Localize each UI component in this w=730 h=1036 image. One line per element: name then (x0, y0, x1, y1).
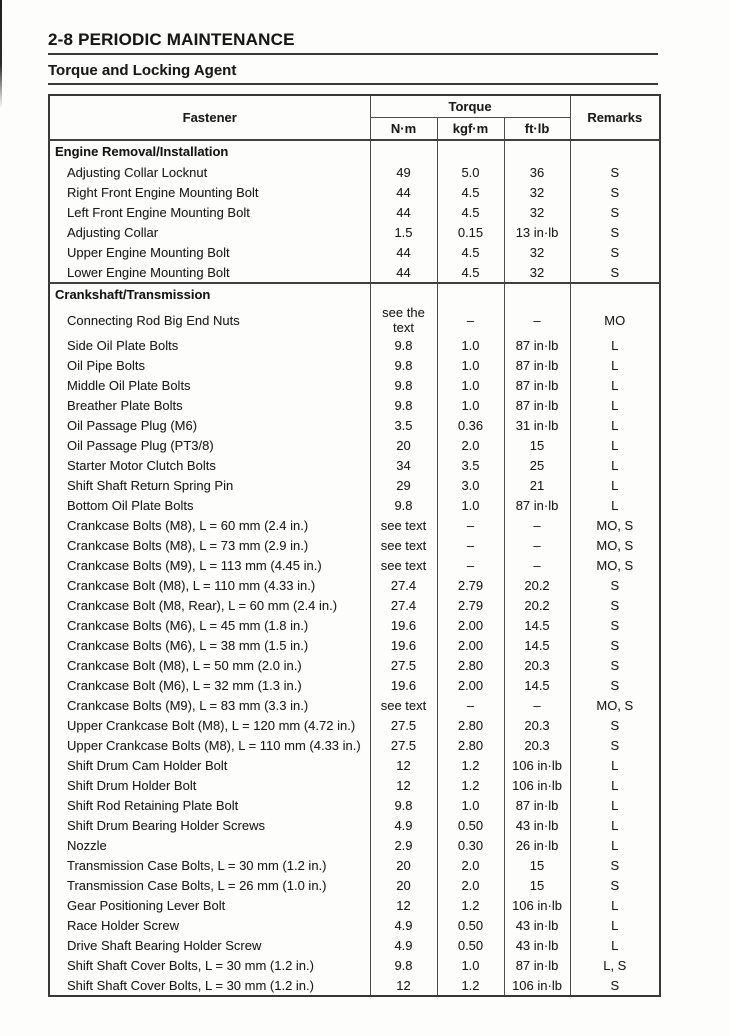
table-row (49, 875, 660, 895)
kgfm-cell: 1.2 (437, 755, 504, 775)
nm-cell: 19.6 (370, 615, 437, 635)
kgfm-cell: 4.5 (437, 262, 504, 283)
ftlb-cell: – (504, 555, 570, 575)
table-body (49, 140, 660, 996)
nm-cell: 27.4 (370, 595, 437, 615)
fastener-cell: Drive Shaft Bearing Holder Screw (67, 937, 262, 953)
ftlb-cell: 15 (504, 855, 570, 875)
kgfm-cell: 1.0 (437, 955, 504, 975)
table-row (49, 835, 660, 855)
kgfm-cell: 4.5 (437, 202, 504, 222)
nm-cell: 9.8 (370, 355, 437, 375)
fastener-cell: Shift Shaft Cover Bolts, L = 30 mm (1.2 in.) (67, 977, 314, 993)
fastener-cell: Crankcase Bolts (M9), L = 83 mm (3.3 in.) (67, 697, 309, 713)
ftlb-cell: 87 in·lb (504, 955, 570, 975)
table-row (49, 535, 660, 555)
column-header-ftlb: ft·lb (504, 118, 570, 141)
ftlb-cell: 43 in·lb (504, 815, 570, 835)
kgfm-cell: – (437, 555, 504, 575)
nm-cell: 12 (370, 755, 437, 775)
ftlb-cell: 26 in·lb (504, 835, 570, 855)
kgfm-cell: 3.5 (437, 455, 504, 475)
kgfm-cell: – (437, 695, 504, 715)
fastener-cell: Upper Crankcase Bolt (M8), L = 120 mm (4.72 in.) (67, 717, 356, 733)
kgfm-cell: 1.0 (437, 795, 504, 815)
nm-cell: 12 (370, 775, 437, 795)
subtitle-rule (48, 83, 658, 85)
remarks-cell: L (570, 375, 660, 395)
kgfm-cell: 2.00 (437, 635, 504, 655)
remarks-cell: S (570, 202, 660, 222)
nm-cell: 20 (370, 435, 437, 455)
fastener-cell: Transmission Case Bolts, L = 30 mm (1.2 in.) (67, 857, 327, 873)
fastener-cell: Shift Drum Bearing Holder Screws (67, 817, 265, 833)
ftlb-cell: 32 (504, 242, 570, 262)
remarks-cell: L (570, 775, 660, 795)
empty-cell (370, 283, 437, 305)
ftlb-cell: 106 in·lb (504, 755, 570, 775)
kgfm-cell: 1.0 (437, 495, 504, 515)
kgfm-cell: 1.0 (437, 335, 504, 355)
kgfm-cell: 2.0 (437, 435, 504, 455)
torque-table (48, 94, 661, 997)
kgfm-cell: 2.80 (437, 655, 504, 675)
ftlb-cell: 87 in·lb (504, 395, 570, 415)
table-row (49, 555, 660, 575)
kgfm-cell: – (437, 305, 504, 335)
ftlb-cell: – (504, 535, 570, 555)
table-row (49, 975, 660, 996)
ftlb-cell: – (504, 305, 570, 335)
remarks-cell: L (570, 335, 660, 355)
ftlb-cell: 43 in·lb (504, 915, 570, 935)
table-row (49, 395, 660, 415)
empty-cell (504, 140, 570, 162)
fastener-cell: Upper Crankcase Bolts (M8), L = 110 mm (4.33 in.) (67, 737, 361, 753)
remarks-cell: S (570, 675, 660, 695)
fastener-cell: Adjusting Collar Locknut (67, 164, 208, 180)
column-header-kgfm: kgf·m (437, 118, 504, 141)
ftlb-cell: 31 in·lb (504, 415, 570, 435)
table-row (49, 222, 660, 242)
fastener-cell: Nozzle (67, 837, 107, 853)
nm-cell: see text (370, 515, 437, 535)
fastener-cell: Crankcase Bolts (M9), L = 113 mm (4.45 in.) (67, 557, 322, 573)
ftlb-cell: 36 (504, 162, 570, 182)
nm-cell: 44 (370, 182, 437, 202)
remarks-cell: L (570, 355, 660, 375)
table-row (49, 775, 660, 795)
kgfm-cell: 2.79 (437, 575, 504, 595)
nm-cell: 34 (370, 455, 437, 475)
table-row (49, 795, 660, 815)
ftlb-cell: 15 (504, 435, 570, 455)
remarks-cell: S (570, 162, 660, 182)
remarks-cell: L, S (570, 955, 660, 975)
ftlb-cell: 87 in·lb (504, 335, 570, 355)
remarks-cell: MO, S (570, 515, 660, 535)
remarks-cell: L (570, 475, 660, 495)
remarks-cell: S (570, 615, 660, 635)
remarks-cell: MO (570, 305, 660, 335)
remarks-cell: MO, S (570, 535, 660, 555)
kgfm-cell: 1.2 (437, 895, 504, 915)
remarks-cell: S (570, 735, 660, 755)
nm-cell: 9.8 (370, 395, 437, 415)
nm-cell: 29 (370, 475, 437, 495)
table-row (49, 715, 660, 735)
empty-cell (370, 140, 437, 162)
fastener-cell: Connecting Rod Big End Nuts (67, 312, 240, 328)
fastener-cell: Shift Rod Retaining Plate Bolt (67, 797, 239, 813)
nm-cell: 9.8 (370, 335, 437, 355)
fastener-cell: Crankcase Bolt (M8), L = 110 mm (4.33 in.) (67, 577, 316, 593)
kgfm-cell: – (437, 535, 504, 555)
nm-cell: 4.9 (370, 935, 437, 955)
nm-cell: see text (370, 695, 437, 715)
ftlb-cell: 106 in·lb (504, 975, 570, 996)
remarks-cell: S (570, 635, 660, 655)
table-row (49, 162, 660, 182)
fastener-cell: Shift Shaft Return Spring Pin (67, 477, 234, 493)
fastener-cell: Lower Engine Mounting Bolt (67, 264, 230, 280)
fastener-cell: Right Front Engine Mounting Bolt (67, 184, 259, 200)
remarks-cell: MO, S (570, 695, 660, 715)
table-row (49, 575, 660, 595)
fastener-cell: Crankcase Bolt (M6), L = 32 mm (1.3 in.) (67, 677, 302, 693)
fastener-cell: Shift Drum Cam Holder Bolt (67, 757, 228, 773)
remarks-cell: L (570, 415, 660, 435)
section-title: Engine Removal/Installation (49, 140, 370, 162)
nm-cell: 19.6 (370, 635, 437, 655)
column-header-torque: Torque (370, 95, 570, 118)
fastener-cell: Crankcase Bolts (M8), L = 60 mm (2.4 in.) (67, 517, 309, 533)
table-row (49, 262, 660, 283)
table-row (49, 335, 660, 355)
table-row (49, 735, 660, 755)
nm-cell: 44 (370, 242, 437, 262)
nm-cell: 12 (370, 895, 437, 915)
remarks-cell: S (570, 595, 660, 615)
fastener-cell: Bottom Oil Plate Bolts (67, 497, 194, 513)
nm-cell: 4.9 (370, 915, 437, 935)
section-subtitle: Torque and Locking Agent (48, 62, 237, 79)
nm-cell: 20 (370, 855, 437, 875)
ftlb-cell: 20.3 (504, 735, 570, 755)
nm-cell: 19.6 (370, 675, 437, 695)
ftlb-cell: 20.2 (504, 575, 570, 595)
table-row (49, 915, 660, 935)
kgfm-cell: 2.80 (437, 735, 504, 755)
remarks-cell: S (570, 855, 660, 875)
nm-cell: 9.8 (370, 375, 437, 395)
fastener-cell: Crankcase Bolts (M6), L = 38 mm (1.5 in.) (67, 637, 309, 653)
fastener-cell: Oil Pipe Bolts (67, 357, 146, 373)
remarks-cell: S (570, 715, 660, 735)
kgfm-cell: 0.36 (437, 415, 504, 435)
table-row (49, 305, 660, 335)
fastener-cell: Middle Oil Plate Bolts (67, 377, 191, 393)
ftlb-cell: 14.5 (504, 635, 570, 655)
nm-cell: 27.5 (370, 715, 437, 735)
table-row (49, 202, 660, 222)
empty-cell (437, 283, 504, 305)
page-content (48, 30, 658, 997)
remarks-cell: L (570, 935, 660, 955)
remarks-cell: L (570, 815, 660, 835)
fastener-cell: Crankcase Bolts (M8), L = 73 mm (2.9 in.) (67, 537, 309, 553)
section-header-row (49, 140, 660, 162)
remarks-cell: L (570, 435, 660, 455)
nm-cell: 27.5 (370, 655, 437, 675)
nm-cell: see text (370, 555, 437, 575)
kgfm-cell: 0.50 (437, 815, 504, 835)
nm-cell: 44 (370, 262, 437, 283)
kgfm-cell: 4.5 (437, 242, 504, 262)
remarks-cell: S (570, 875, 660, 895)
table-row (49, 955, 660, 975)
empty-cell (570, 140, 660, 162)
ftlb-cell: 20.2 (504, 595, 570, 615)
kgfm-cell: 1.0 (437, 375, 504, 395)
ftlb-cell: 106 in·lb (504, 895, 570, 915)
fastener-cell: Crankcase Bolt (M8, Rear), L = 60 mm (2.4 in.) (67, 597, 338, 613)
table-row (49, 355, 660, 375)
table-row (49, 475, 660, 495)
table-row (49, 515, 660, 535)
fastener-cell: Oil Passage Plug (PT3/8) (67, 437, 214, 453)
fastener-cell: Starter Motor Clutch Bolts (67, 457, 216, 473)
kgfm-cell: 0.50 (437, 935, 504, 955)
fastener-cell: Adjusting Collar (67, 224, 159, 240)
table-row (49, 655, 660, 675)
ftlb-cell: 87 in·lb (504, 375, 570, 395)
fastener-cell: Shift Drum Holder Bolt (67, 777, 197, 793)
remarks-cell: L (570, 455, 660, 475)
remarks-cell: S (570, 182, 660, 202)
remarks-cell: L (570, 755, 660, 775)
ftlb-cell: 87 in·lb (504, 355, 570, 375)
page-title: 2-8 PERIODIC MAINTENANCE (48, 30, 295, 49)
fastener-cell: Oil Passage Plug (M6) (67, 417, 198, 433)
empty-cell (437, 140, 504, 162)
fastener-cell: Upper Engine Mounting Bolt (67, 244, 230, 260)
ftlb-cell: 87 in·lb (504, 495, 570, 515)
nm-cell: 1.5 (370, 222, 437, 242)
title-rule (48, 53, 658, 55)
remarks-cell: S (570, 262, 660, 283)
ftlb-cell: 32 (504, 182, 570, 202)
nm-cell: 3.5 (370, 415, 437, 435)
column-header-nm: N·m (370, 118, 437, 141)
kgfm-cell: 2.79 (437, 595, 504, 615)
fastener-cell: Transmission Case Bolts, L = 26 mm (1.0 in.) (67, 877, 327, 893)
ftlb-cell: 21 (504, 475, 570, 495)
table-row (49, 935, 660, 955)
kgfm-cell: 1.2 (437, 775, 504, 795)
ftlb-cell: 32 (504, 262, 570, 283)
nm-cell: see the text (370, 305, 437, 335)
table-row (49, 695, 660, 715)
fastener-cell: Gear Positioning Lever Bolt (67, 897, 226, 913)
kgfm-cell: 4.5 (437, 182, 504, 202)
table-row (49, 242, 660, 262)
remarks-cell: L (570, 495, 660, 515)
kgfm-cell: 1.2 (437, 975, 504, 996)
kgfm-cell: 1.0 (437, 355, 504, 375)
fastener-cell: Shift Shaft Cover Bolts, L = 30 mm (1.2 in.) (67, 957, 314, 973)
ftlb-cell: 32 (504, 202, 570, 222)
fastener-cell: Side Oil Plate Bolts (67, 337, 179, 353)
kgfm-cell: 2.80 (437, 715, 504, 735)
remarks-cell: L (570, 915, 660, 935)
table-row (49, 435, 660, 455)
nm-cell: 2.9 (370, 835, 437, 855)
ftlb-cell: 13 in·lb (504, 222, 570, 242)
table-row (49, 455, 660, 475)
remarks-cell: S (570, 222, 660, 242)
scan-edge-artifact (0, 0, 2, 108)
empty-cell (570, 283, 660, 305)
ftlb-cell: 43 in·lb (504, 935, 570, 955)
table-row (49, 375, 660, 395)
kgfm-cell: – (437, 515, 504, 535)
nm-cell: 4.9 (370, 815, 437, 835)
remarks-cell: L (570, 895, 660, 915)
remarks-cell: L (570, 795, 660, 815)
table-header (49, 95, 660, 140)
remarks-cell: L (570, 835, 660, 855)
ftlb-cell: 25 (504, 455, 570, 475)
table-row (49, 495, 660, 515)
nm-cell: 44 (370, 202, 437, 222)
ftlb-cell: – (504, 515, 570, 535)
kgfm-cell: 5.0 (437, 162, 504, 182)
kgfm-cell: 2.00 (437, 615, 504, 635)
nm-cell: 9.8 (370, 495, 437, 515)
fastener-cell: Left Front Engine Mounting Bolt (67, 204, 250, 220)
fastener-cell: Crankcase Bolt (M8), L = 50 mm (2.0 in.) (67, 657, 302, 673)
nm-cell: 27.4 (370, 575, 437, 595)
kgfm-cell: 0.50 (437, 915, 504, 935)
kgfm-cell: 2.00 (437, 675, 504, 695)
empty-cell (504, 283, 570, 305)
nm-cell: 9.8 (370, 795, 437, 815)
ftlb-cell: 106 in·lb (504, 775, 570, 795)
remarks-cell: S (570, 975, 660, 996)
table-row (49, 415, 660, 435)
nm-cell: 27.5 (370, 735, 437, 755)
table-row (49, 615, 660, 635)
kgfm-cell: 2.0 (437, 875, 504, 895)
ftlb-cell: 20.3 (504, 655, 570, 675)
ftlb-cell: 20.3 (504, 715, 570, 735)
table-row (49, 635, 660, 655)
ftlb-cell: 15 (504, 875, 570, 895)
table-row (49, 595, 660, 615)
fastener-cell: Crankcase Bolts (M6), L = 45 mm (1.8 in.) (67, 617, 309, 633)
table-row (49, 675, 660, 695)
remarks-cell: S (570, 242, 660, 262)
nm-cell: 49 (370, 162, 437, 182)
ftlb-cell: 14.5 (504, 675, 570, 695)
column-header-fastener: Fastener (49, 95, 370, 140)
kgfm-cell: 3.0 (437, 475, 504, 495)
table-row (49, 895, 660, 915)
remarks-cell: L (570, 395, 660, 415)
ftlb-cell: – (504, 695, 570, 715)
ftlb-cell: 14.5 (504, 615, 570, 635)
kgfm-cell: 1.0 (437, 395, 504, 415)
header-row-1 (49, 95, 660, 118)
fastener-cell: Breather Plate Bolts (67, 397, 183, 413)
section-title: Crankshaft/Transmission (49, 283, 370, 305)
nm-cell: 12 (370, 975, 437, 996)
nm-cell: 20 (370, 875, 437, 895)
table-row (49, 855, 660, 875)
nm-cell: 9.8 (370, 955, 437, 975)
kgfm-cell: 2.0 (437, 855, 504, 875)
kgfm-cell: 0.15 (437, 222, 504, 242)
nm-cell: see text (370, 535, 437, 555)
remarks-cell: MO, S (570, 555, 660, 575)
remarks-cell: S (570, 655, 660, 675)
kgfm-cell: 0.30 (437, 835, 504, 855)
table-row (49, 755, 660, 775)
column-header-remarks: Remarks (570, 95, 660, 140)
ftlb-cell: 87 in·lb (504, 795, 570, 815)
section-header-row (49, 283, 660, 305)
table-row (49, 182, 660, 202)
fastener-cell: Race Holder Screw (67, 917, 179, 933)
table-row (49, 815, 660, 835)
remarks-cell: S (570, 575, 660, 595)
